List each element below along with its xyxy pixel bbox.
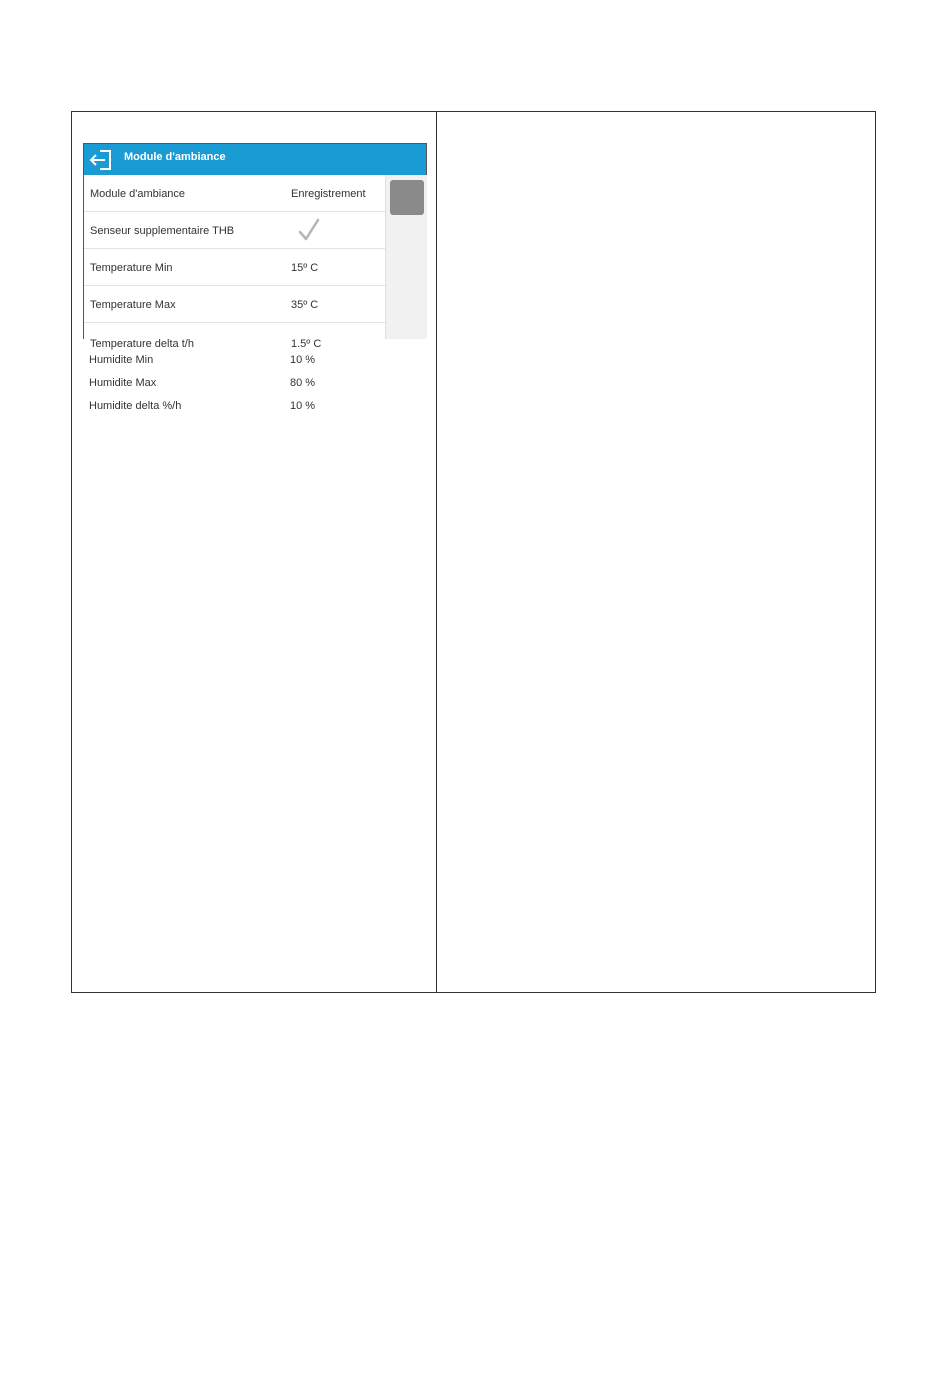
list-item[interactable]	[84, 212, 385, 249]
ambient-module-screen	[83, 143, 427, 350]
continued-settings-list	[89, 354, 339, 412]
list-item[interactable]	[84, 323, 385, 351]
list-item[interactable]	[84, 249, 385, 286]
list-item	[89, 354, 339, 377]
row-label: Temperature Max	[90, 299, 176, 311]
back-arrow-icon[interactable]	[88, 148, 114, 172]
list-item[interactable]	[84, 286, 385, 323]
screen-title: Module d'ambiance	[124, 151, 226, 163]
row-value: 1.5º C	[291, 338, 322, 350]
list-item[interactable]	[84, 175, 385, 212]
row-label: Temperature Min	[90, 262, 173, 274]
row-value: 10 %	[290, 354, 316, 366]
row-label: Humidite Max	[89, 377, 157, 389]
scrollbar-track[interactable]	[385, 175, 427, 339]
row-label: Module d'ambiance	[90, 188, 186, 200]
screen-header	[84, 144, 426, 175]
list-item	[89, 377, 339, 400]
row-label: Temperature delta t/h	[90, 338, 194, 350]
row-label: Senseur supplementaire THB	[90, 225, 235, 237]
column-divider	[436, 112, 437, 992]
row-value: 80 %	[290, 377, 316, 389]
row-value: 35º C	[291, 299, 319, 311]
document-table	[71, 111, 876, 993]
row-value: Enregistrement	[291, 188, 366, 200]
row-label: Humidite Min	[89, 354, 154, 366]
checkmark-icon[interactable]	[297, 217, 321, 243]
row-value: 15º C	[291, 262, 319, 274]
scrollbar-thumb[interactable]	[390, 180, 424, 215]
settings-list	[84, 175, 385, 351]
row-label: Humidite delta %/h	[89, 400, 182, 412]
list-item	[89, 400, 339, 412]
row-value: 10 %	[290, 400, 316, 412]
